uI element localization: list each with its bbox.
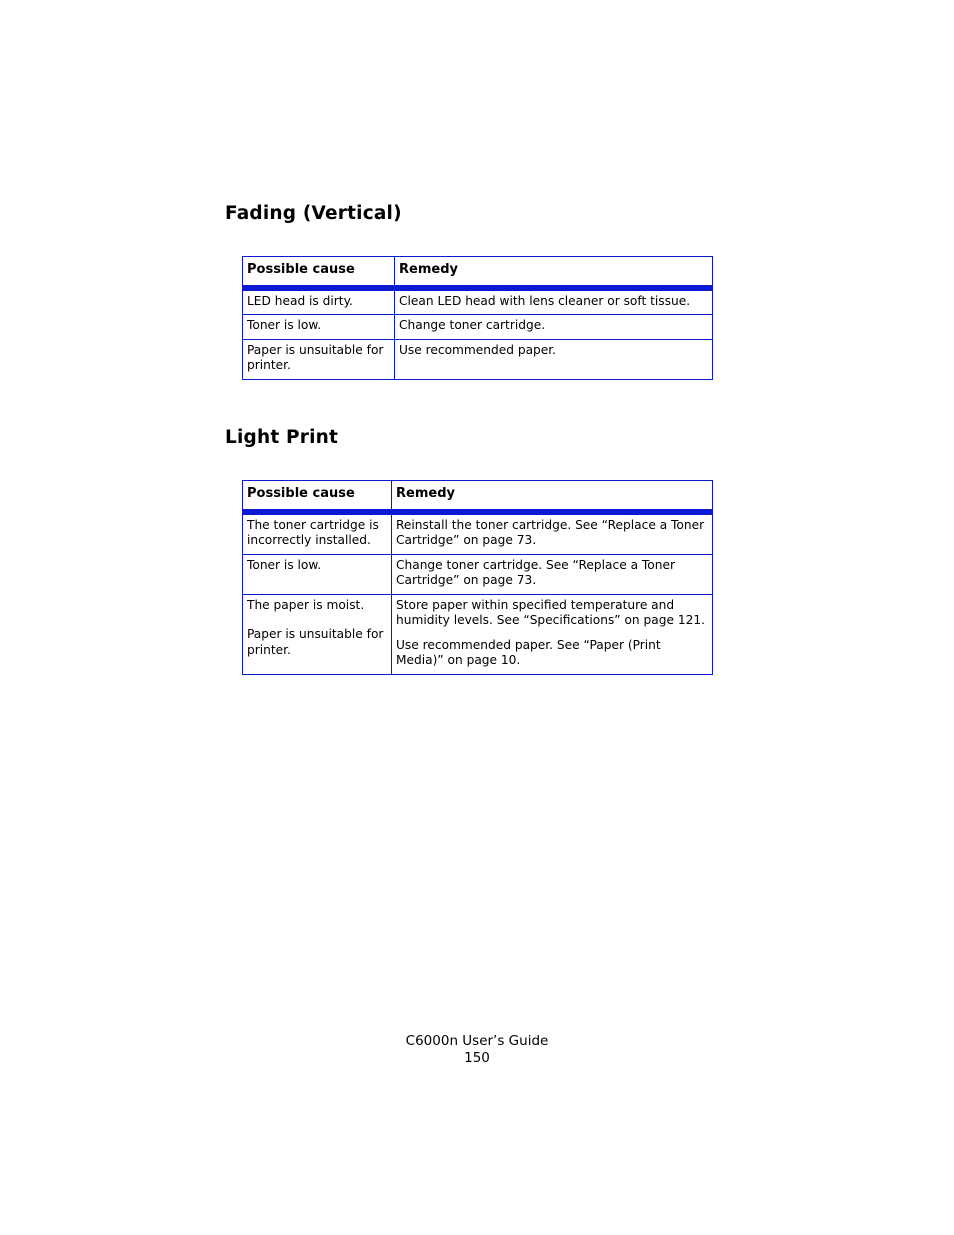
table-row (243, 512, 713, 555)
table-row (243, 288, 713, 315)
cause-text: The paper is moist. (247, 597, 365, 612)
cause-text: Paper is unsuitable for printer. (247, 627, 384, 657)
cause-cell: The toner cartridge is incorrectly installed. (243, 512, 392, 555)
remedy-cell: Use recommended paper. (395, 339, 713, 379)
cause-cell: Toner is low. (243, 315, 395, 340)
remedy-cell: Change toner cartridge. See “Replace a Toner Cartridge” on page 73. (392, 554, 713, 594)
table-row (243, 594, 713, 674)
cause-cell: Toner is low. (243, 554, 392, 594)
section-title-fading-vertical: Fading (Vertical) (225, 203, 402, 224)
remedy-cell: Change toner cartridge. (395, 315, 713, 340)
table-row (243, 339, 713, 379)
table-row (243, 315, 713, 340)
remedy-cell: Clean LED head with lens cleaner or soft tissue. (395, 288, 713, 315)
guide-title: C6000n User’s Guide (405, 1033, 549, 1049)
section-title-light-print: Light Print (225, 427, 339, 448)
cause-cell: Paper is unsuitable for printer. (243, 339, 395, 379)
header-remedy: Remedy (392, 481, 713, 512)
header-possible-cause: Possible cause (243, 481, 392, 512)
table-header-row (243, 257, 713, 288)
remedy-text: Use recommended paper. See “Paper (Print Media)” on page 10. (396, 637, 661, 667)
cause-cell: LED head is dirty. (243, 288, 395, 315)
light-print-table (242, 480, 713, 675)
cause-cell (243, 594, 392, 674)
page-number: 150 (464, 1050, 490, 1066)
page-footer (0, 1033, 954, 1067)
table-header-row (243, 481, 713, 512)
header-remedy: Remedy (395, 257, 713, 288)
remedy-cell (392, 594, 713, 674)
remedy-cell: Reinstall the toner cartridge. See “Replace a Toner Cartridge” on page 73. (392, 512, 713, 555)
fading-vertical-table (242, 256, 713, 380)
remedy-text: Store paper within specified temperature and humidity levels. See “Specifications” on page 121. (396, 597, 705, 627)
header-possible-cause: Possible cause (243, 257, 395, 288)
table-row (243, 554, 713, 594)
